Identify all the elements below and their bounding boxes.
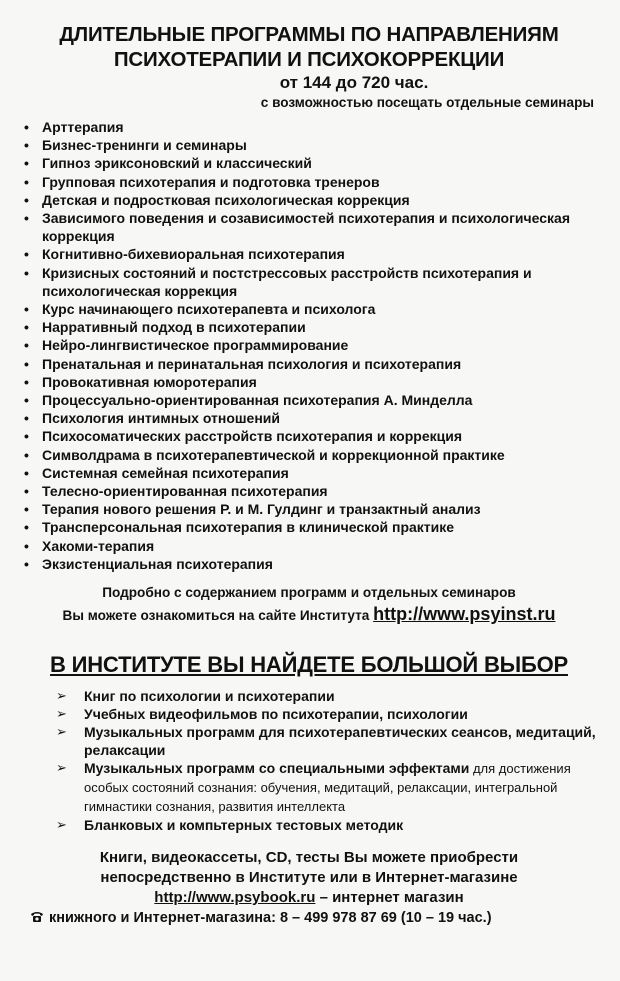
program-item: [20, 245, 598, 263]
program-list: [20, 118, 598, 573]
program-label: Терапия нового решения Р. и М. Гулдинг и транзактный анализ: [42, 501, 481, 518]
program-label: Когнитивно-бихевиоральная психотерапия: [42, 246, 345, 263]
bullet-icon: •: [24, 191, 29, 208]
arrow-bullet-icon: ➢: [56, 688, 67, 704]
offer-item: [56, 759, 598, 816]
program-item: [20, 173, 598, 191]
bullet-icon: •: [24, 501, 29, 518]
program-label: Психосоматических расстройств психотерапия и коррекция: [42, 428, 462, 445]
offer-description: для достижения особых состояний сознания: обучения, медитаций, релаксации, интегральной гимнастики сознания, развития интеллекта: [84, 761, 571, 815]
program-label: Символдрама в психотерапевтической и коррекционной практике: [42, 446, 505, 463]
program-label: Экзистенциальная психотерапия: [42, 555, 273, 572]
program-label: Кризисных состояний и постстрессовых расстройств психотерапия и психологическая коррекция: [42, 264, 532, 299]
program-item: [20, 537, 598, 555]
program-label: Зависимого поведения и созависимостей психотерапия и психологическая коррекция: [42, 210, 571, 245]
program-item: [20, 446, 598, 464]
buy-line-1: Книги, видеокассеты, CD, тесты Вы можете приобрести: [99, 849, 519, 867]
institute-website-link[interactable]: http://www.psyinst.ru: [373, 604, 556, 625]
program-item: [20, 373, 598, 391]
bullet-icon: •: [24, 392, 29, 409]
details-line-2: [20, 603, 598, 627]
program-label: Трансперсональная психотерапия в клинической практике: [42, 519, 455, 536]
program-item: [20, 482, 598, 500]
details-line-1: Подробно с содержанием программ и отдельных семинаров: [102, 585, 516, 601]
bullet-icon: •: [24, 301, 29, 318]
bullet-icon: •: [24, 373, 29, 390]
offer-label: Бланковых и компьтерных тестовых методик: [84, 817, 404, 834]
bullet-icon: •: [24, 137, 29, 154]
program-label: Гипноз эриксоновский и классический: [42, 155, 312, 172]
bullet-icon: •: [24, 155, 29, 172]
offer-label: Учебных видеофильмов по психотерапии, психологии: [84, 706, 468, 723]
program-item: [20, 427, 598, 445]
offer-list: [20, 687, 598, 834]
offer-label: Музыкальных программ для психотерапевтических сеансов, медитаций, релаксации: [84, 724, 596, 759]
offer-item: [56, 705, 598, 723]
program-label: Системная семейная психотерапия: [42, 464, 289, 481]
arrow-bullet-icon: ➢: [56, 724, 67, 740]
offer-label: Музыкальных программ со специальными эффектами: [84, 760, 470, 777]
phone-icon: [30, 909, 44, 921]
bullet-icon: •: [24, 355, 29, 372]
program-label: Провокативная юморотерапия: [42, 373, 257, 390]
bullet-icon: •: [24, 464, 29, 481]
program-label: Детская и подростковая психологическая коррекция: [42, 191, 410, 208]
bullet-icon: •: [24, 246, 29, 263]
bullet-icon: •: [24, 428, 29, 445]
bullet-icon: •: [24, 519, 29, 536]
program-label: Пренатальная и перинатальная психология и психотерапия: [42, 355, 462, 372]
buy-line-3: [20, 888, 598, 908]
program-item: [20, 209, 598, 245]
offer-item: [56, 723, 598, 759]
details-text: Вы можете ознакомиться на сайте Института: [62, 608, 370, 624]
program-label: Хакоми-терапия: [42, 537, 155, 554]
bullet-icon: •: [24, 537, 29, 554]
seminars-note: с возможностью посещать отдельные семинары: [260, 95, 594, 110]
title-line-2: ПСИХОТЕРАПИИ И ПСИХОКОРРЕКЦИИ: [113, 48, 505, 71]
program-item: [20, 391, 598, 409]
arrow-bullet-icon: ➢: [56, 817, 67, 833]
program-item: [20, 318, 598, 336]
offer-item: [56, 816, 598, 834]
phone-line: [20, 908, 598, 928]
program-item: [20, 500, 598, 518]
bullet-icon: •: [24, 173, 29, 190]
program-label: Процессуально-ориентированная психотерапия А. Минделла: [42, 392, 473, 409]
bullet-icon: •: [24, 446, 29, 463]
program-label: Арттерапия: [42, 119, 124, 135]
offer-item: [56, 687, 598, 705]
bullet-icon: •: [24, 210, 29, 227]
program-item: [20, 336, 598, 354]
program-item: [20, 300, 598, 318]
program-item: [20, 264, 598, 300]
phone-text: книжного и Интернет-магазина: 8 – 499 978 87 69 (10 – 19 час.): [49, 910, 492, 927]
program-label: Психология интимных отношений: [42, 410, 281, 427]
bullet-icon: •: [24, 264, 29, 281]
arrow-bullet-icon: ➢: [56, 760, 67, 776]
buy-line-2: непосредственно в Институте или в Интернет-магазине: [100, 869, 518, 887]
program-item: [20, 154, 598, 172]
program-label: Групповая психотерапия и подготовка тренеров: [42, 173, 380, 190]
program-item: [20, 464, 598, 482]
bookstore-suffix: – интернет магазин: [315, 889, 464, 907]
program-item: [20, 191, 598, 209]
program-item: [20, 555, 598, 573]
arrow-bullet-icon: ➢: [56, 706, 67, 722]
program-item: [20, 355, 598, 373]
program-label: Нейро-лингвистическое программирование: [42, 337, 349, 354]
program-label: Нарративный подход в психотерапии: [42, 319, 306, 336]
bookstore-link[interactable]: http://www.psybook.ru: [154, 889, 316, 907]
bullet-icon: •: [24, 319, 29, 336]
program-item: [20, 409, 598, 427]
bullet-icon: •: [24, 337, 29, 354]
title-line-1: ДЛИТЕЛЬНЫЕ ПРОГРАММЫ ПО НАПРАВЛЕНИЯМ: [59, 23, 559, 46]
bullet-icon: •: [24, 483, 29, 500]
section-title: В ИНСТИТУТЕ ВЫ НАЙДЕТЕ БОЛЬШОЙ ВЫБОР: [50, 652, 568, 678]
program-label: Курс начинающего психотерапевта и психолога: [42, 301, 376, 318]
bullet-icon: •: [24, 555, 29, 572]
program-item: [20, 136, 598, 154]
program-item: [20, 118, 598, 136]
offer-label: Книг по психологии и психотерапии: [84, 688, 335, 705]
program-label: Телесно-ориентированная психотерапия: [42, 483, 328, 500]
hours-range: от 144 до 720 час.: [279, 73, 429, 92]
bullet-icon: •: [24, 410, 29, 427]
program-item: [20, 518, 598, 536]
bullet-icon: •: [24, 119, 29, 135]
program-label: Бизнес-тренинги и семинары: [42, 137, 247, 154]
